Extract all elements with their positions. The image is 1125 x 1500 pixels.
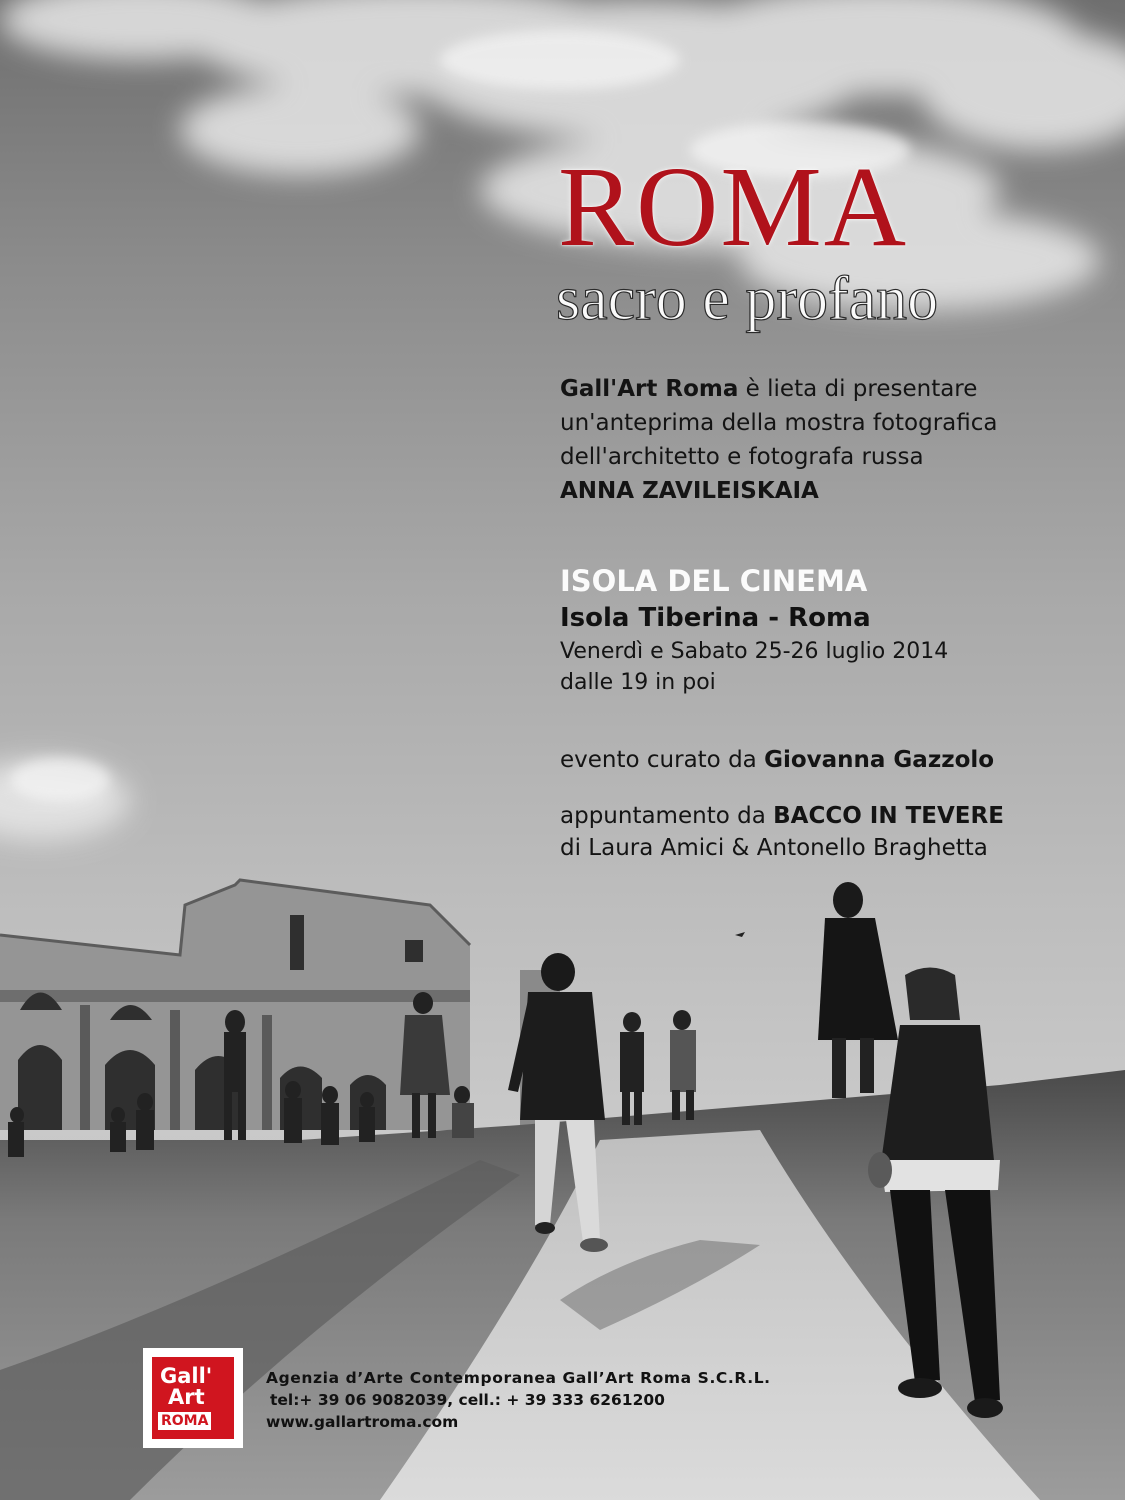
gallart-logo — [143, 1348, 243, 1448]
venue-place: Isola Tiberina - Roma — [560, 603, 871, 633]
intro-line-1-rest: è lieta di presentare — [738, 376, 978, 402]
event-dates: Venerdì e Sabato 25-26 luglio 2014 — [560, 639, 949, 664]
logo-text-2: Art — [168, 1385, 205, 1409]
logo-text-3: ROMA — [158, 1412, 211, 1430]
colosseum — [0, 880, 560, 1130]
gallart-logo-mark — [152, 1357, 234, 1439]
appointment-block — [560, 800, 1080, 864]
appointment-place: BACCO IN TEVERE — [773, 803, 1004, 829]
appointment-hosts: di Laura Amici & Antonello Braghetta — [560, 835, 988, 861]
artist-name-text: ANNA ZAVILEISKAIA — [560, 478, 819, 504]
poster-title: ROMA — [558, 143, 909, 270]
intro-paragraph — [560, 372, 1080, 508]
intro-line-1 — [560, 372, 1080, 406]
intro-line-2: un'anteprima della mostra fotografica — [560, 410, 998, 436]
contact-phones: tel:+ 39 06 9082039, cell.: + 39 333 6261200 — [270, 1391, 665, 1409]
venue-name: ISOLA DEL CINEMA — [560, 564, 868, 598]
website-link[interactable]: www.gallartroma.com — [266, 1413, 459, 1431]
poster-subtitle: sacro e profano — [556, 265, 939, 333]
venue-block — [560, 562, 1080, 698]
curator-line — [560, 743, 1080, 777]
curator-name: Giovanna Gazzolo — [764, 747, 995, 773]
appointment-prefix: appuntamento da — [560, 803, 774, 829]
artist-name — [560, 474, 1080, 508]
gallery-name: Gall'Art Roma — [560, 376, 739, 402]
footer-contacts — [266, 1367, 906, 1433]
appointment-line — [560, 800, 1080, 832]
event-time: dalle 19 in poi — [560, 670, 716, 695]
agency-name: Agenzia d’Arte Contemporanea Gall’Art Roma S.C.R.L. — [266, 1369, 771, 1387]
curator-prefix: evento curato da — [560, 747, 765, 773]
logo-text-1: Gall' — [160, 1364, 213, 1388]
intro-line-3: dell'architetto e fotografa russa — [560, 444, 924, 470]
